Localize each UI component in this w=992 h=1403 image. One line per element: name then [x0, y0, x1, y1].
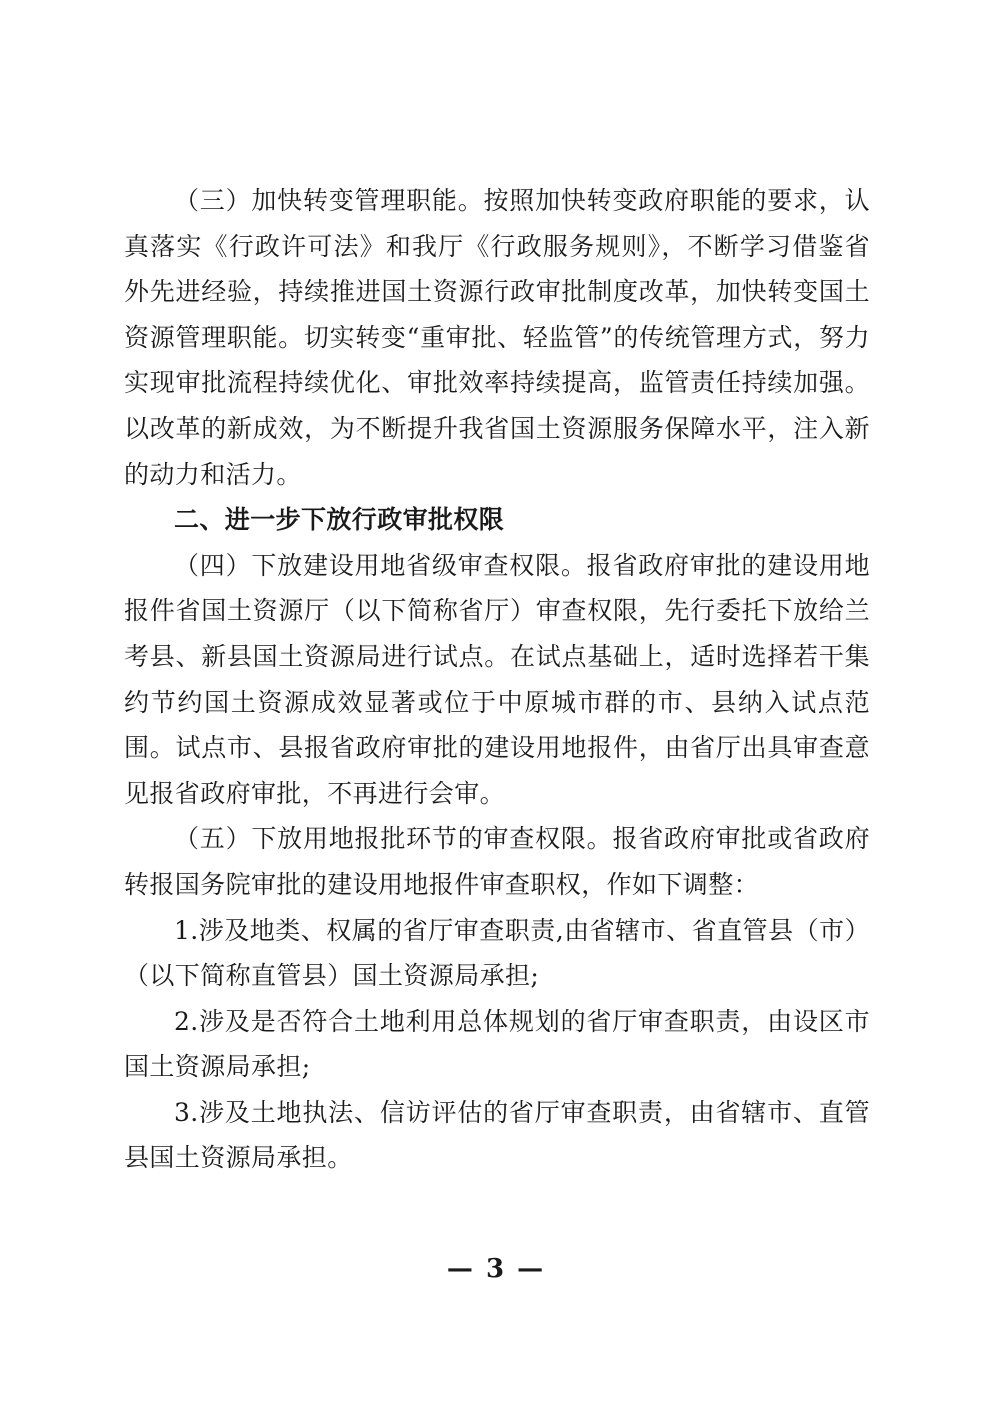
- list-item-3: 3.涉及土地执法、信访评估的省厅审查职责，由省辖市、直管县国土资源局承担。: [124, 1097, 870, 1173]
- page-number: — 3 —: [446, 1254, 546, 1284]
- list-item-1: 1.涉及地类、权属的省厅审查职责,由省辖市、省直管县（市）（以下简称直管县）国土资源局承担;: [124, 915, 870, 991]
- document-body: [124, 178, 870, 1181]
- section-heading-2: 二、进一步下放行政审批权限: [174, 505, 505, 535]
- list-item-2: 2.涉及是否符合土地利用总体规划的省厅审查职责，由设区市国土资源局承担;: [124, 1006, 870, 1082]
- paragraph-section-3: （三）加快转变管理职能。按照加快转变政府职能的要求，认真落实《行政许可法》和我厅《行政服务规则》，不断学习借鉴省外先进经验，持续推进国土资源行政审批制度改革，加快转变国土资源管理职能。切实转变“重审批、轻监管”的传统管理方式，努力实现审批流程持续优化、审批效率持续提高，监管责任持续加强。以改革的新成效，为不断提升我省国土资源服务保障水平，注入新的动力和活力。: [124, 186, 870, 489]
- paragraph-section-4: （四）下放建设用地省级审查权限。报省政府审批的建设用地报件省国土资源厅（以下简称省厅）审查权限，先行委托下放给兰考县、新县国土资源局进行试点。在试点基础上，适时选择若干集约节约国土资源成效显著或位于中原城市群的市、县纳入试点范围。试点市、县报省政府审批的建设用地报件，由省厅出具审查意见报省政府审批，不再进行会审。: [124, 550, 870, 808]
- paragraph-section-5: （五）下放用地报批环节的审查权限。报省政府审批或省政府转报国务院审批的建设用地报件审查职权，作如下调整：: [124, 824, 870, 899]
